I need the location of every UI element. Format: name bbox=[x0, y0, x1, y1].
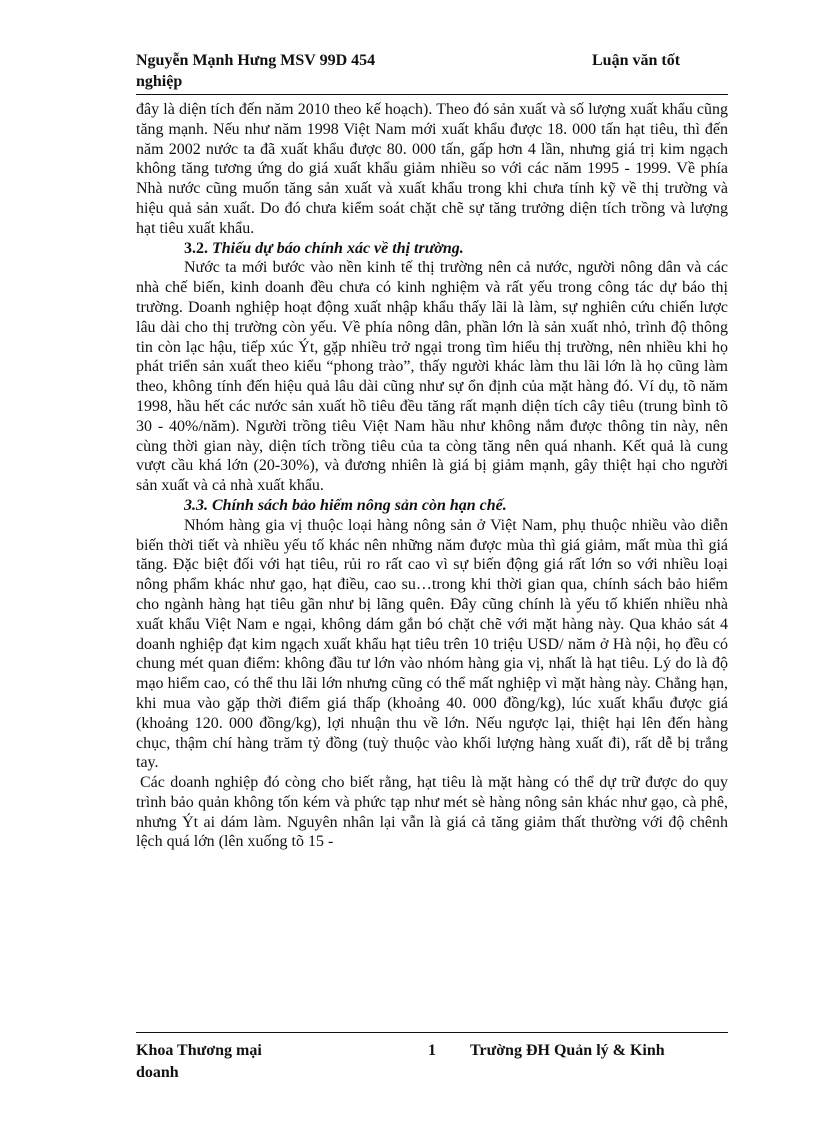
paragraph-1: đây là diện tích đến năm 2010 theo kế hoạch). Theo đó sản xuất và số lượng xuất khẩu cũng tăng mạnh. Nếu như năm 1998 Việt Nam mới xuất khẩu được 18. 000 tấn hạt tiêu, thì đến năm 2002 nước ta đã xuất khẩu được 80. 000 tấn, gấp hơn 4 lần, nhưng giá trị kim ngạch không tăng tương ứng do giá xuất khẩu giảm nhiều so với các năm 1995 - 1999. Về phía Nhà nước cũng muốn tăng sản xuất và xuất khẩu trong khi chưa tính kỹ về thị trường và hiệu quả sản xuất. Do đó chưa kiểm soát chặt chẽ sự tăng trưởng diện tích trồng và lượng hạt tiêu xuất khẩu. bbox=[136, 101, 728, 237]
section-heading-3-2 bbox=[136, 239, 728, 259]
paragraph-3: Nhóm hàng gia vị thuộc loại hàng nông sản ở Việt Nam, phụ thuộc nhiều vào diễn biến thời tiết và nhiều yếu tố khác nên những năm được mùa thì giá giảm, mất mùa thì giá tăng. Đặc biệt đối với hạt tiêu, rủi ro rất cao vì sự biến động giá rất lớn so với nhiều loại nông phẩm khác như gạo, hạt điều, cao su…trong khi thời gian qua, chính sách bảo hiểm cho ngành hàng hạt tiêu gần như bị lãng quên. Đây cũng chính là yếu tố khiến nhiều nhà xuất khẩu Việt Nam e ngại, không dám gắn bó chặt chẽ với mặt hàng này. Qua khảo sát 4 doanh nghiệp đạt kim ngạch xuất khẩu hạt tiêu trên 10 triệu USD/ năm ở Hà nội, họ đều có chung mét quan điểm: không đầu tư lớn vào nhóm hàng gia vị, nhất là hạt tiêu. Lý do là độ mạo hiểm cao, có thể thu lãi lớn nhưng cũng có thể mất nghiệp vì mặt hàng này. Chẳng hạn, khi mua vào gặp thời điểm giá thấp (khoảng 40. 000 đồng/kg), lúc xuất khẩu được giá (khoảng 120. 000 đồng/kg), lợi nhuận thu về lớn. Nếu ngược lại, thiệt hại lên đến hàng chục, thậm chí hàng trăm tỷ đồng (tuỳ thuộc vào khối lượng hàng xuất đi), rất dễ bị trắng tay. bbox=[136, 516, 728, 772]
paragraph-2: Nước ta mới bước vào nền kinh tế thị trường nên cả nước, người nông dân và các nhà chế biến, kinh doanh đều chưa có kinh nghiệm và rất yếu trong công tác dự báo thị trường. Doanh nghiệp hoạt động xuất nhập khẩu thấy lãi là làm, sự nghiên cứu chiến lược lâu dài cho thị trường còn yếu. Về phía nông dân, phần lớn là sản xuất nhỏ, trình độ thông tin còn lạc hậu, tiếp xúc Ýt, gặp nhiều trở ngại trong tìm hiểu thị trường, nên nhiều khi họ phát triển sản xuất theo kiểu “phong trào”, thấy người khác làm thu lãi lớn là họ cũng làm theo, không tính đến hiệu quả lâu dài cũng như sự ổn định của mặt hàng đó. Ví dụ, tõ năm 1998, hầu hết các nước sản xuất hồ tiêu đều tăng rất mạnh diện tích cây tiêu (trung bình tõ 30 - 40%/năm). Người trồng tiêu Việt Nam hầu như không nắm được thông tin này, nên cùng thời gian này, diện tích trồng tiêu của ta còng tăng nên quá nhanh. Kết quả là cung vượt cầu khá lớn (20-30%), và đương nhiên là giá bị giảm mạnh, gây thiệt hại cho người sản xuất và cả nhà xuất khẩu. bbox=[136, 259, 728, 495]
footer-faculty-continued: doanh bbox=[136, 1064, 179, 1081]
paragraph-4: Các doanh nghiệp đó còng cho biết rằng, hạt tiêu là mặt hàng có thể dự trữ được do quy trình bảo quản không tốn kém và phức tạp như mét sè hàng nông sản khác như gạo, cà phê, nhưng Ýt ai dám làm. Nguyên nhân lại vẫn là giá cả tăng giảm thất thường với độ chênh lệch quá lớn (lên xuống tõ 15 - bbox=[136, 774, 728, 851]
header-doc-type: Luận văn tốt bbox=[592, 52, 681, 69]
footer-faculty: Khoa Thương mại bbox=[136, 1042, 262, 1059]
section-title-3-2: Thiếu dự báo chính xác về thị trường. bbox=[212, 239, 464, 257]
header-rule bbox=[136, 94, 728, 95]
page-header bbox=[136, 48, 728, 94]
page-number: 1 bbox=[428, 1042, 436, 1059]
footer-university: Trường ĐH Quản lý & Kinh bbox=[470, 1042, 665, 1059]
footer-rule bbox=[136, 1032, 728, 1033]
header-doc-type-continued: nghiệp bbox=[136, 73, 183, 90]
document-page bbox=[136, 48, 728, 1108]
section-heading-3-3: 3.3. Chính sách bảo hiểm nông sản còn hạn chế. bbox=[184, 496, 507, 514]
page-footer bbox=[136, 1040, 728, 1100]
body-text bbox=[136, 100, 728, 852]
section-number-3-2: 3.2. bbox=[184, 239, 212, 257]
header-author: Nguyễn Mạnh Hưng MSV 99D 454 bbox=[136, 52, 376, 69]
